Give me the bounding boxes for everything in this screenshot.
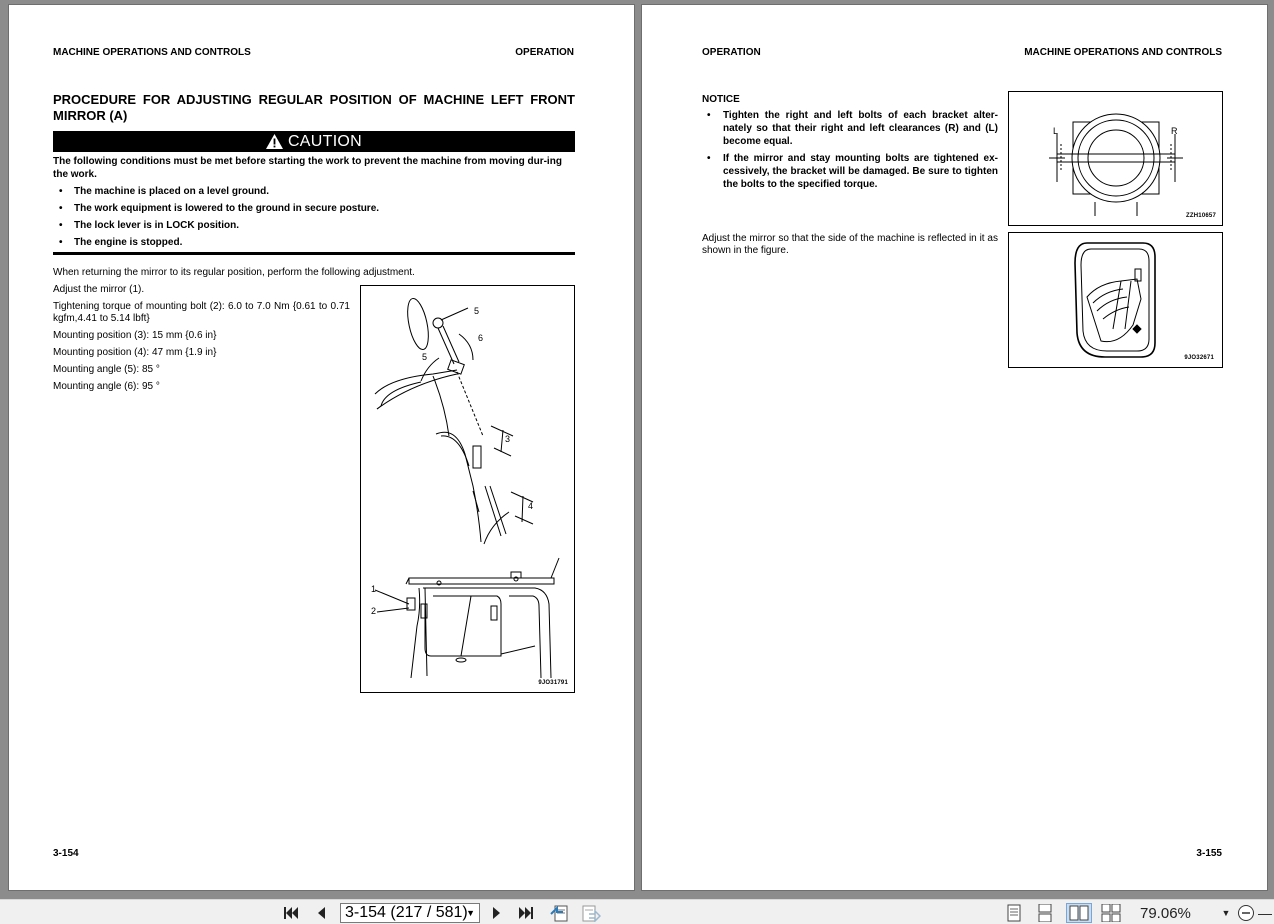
mirror-view-drawing xyxy=(1009,233,1222,367)
adjust-text: Adjust the mirror so that the side of the machine is reflected in it as shown in the figure. xyxy=(702,233,998,256)
caution-banner xyxy=(53,131,575,152)
list-item: • The work equipment is lowered to the ground in secure posture. xyxy=(53,202,575,215)
step-item: Mounting position (3): 15 mm {0.6 in} xyxy=(53,330,217,341)
page-indicator: 3-154 (217 / 581) xyxy=(345,904,468,921)
chevron-down-icon[interactable]: ▼ xyxy=(466,908,475,918)
label-2: 2 xyxy=(371,606,377,616)
zoom-slider[interactable]: — xyxy=(1258,905,1272,921)
intro-text: When returning the mirror to its regular position, perform the following adjustment. xyxy=(53,267,415,278)
last-page-icon[interactable] xyxy=(516,903,536,923)
steps-list xyxy=(53,284,350,398)
navigation-toolbar xyxy=(0,899,1274,924)
single-page-icon[interactable] xyxy=(1004,903,1024,923)
mirror-drawing xyxy=(361,286,574,692)
label-r: R xyxy=(1171,126,1178,136)
notice-list xyxy=(702,109,998,195)
continuous-facing-icon[interactable] xyxy=(1100,903,1122,923)
figure-code: ZZH10657 xyxy=(1186,213,1216,219)
zoom-value: 79.06% xyxy=(1140,904,1191,922)
right-page xyxy=(641,4,1268,891)
label-5: 5 xyxy=(422,352,428,362)
list-item: • The engine is stopped. xyxy=(53,236,575,249)
zoom-out-icon[interactable] xyxy=(1236,903,1256,923)
continuous-page-icon[interactable] xyxy=(1035,903,1055,923)
bracket-drawing xyxy=(1009,92,1222,225)
caution-list xyxy=(53,185,575,249)
previous-page-icon[interactable] xyxy=(313,903,329,923)
mirror-installation-figure xyxy=(360,285,575,693)
page-indicator-field[interactable] xyxy=(340,903,480,923)
list-item: • If the mirror and stay mounting bolts are tightened ex-cessively, the bracket will be damaged. Be sure to tighten the bolts to the specified torque. xyxy=(702,152,998,191)
label-6: 6 xyxy=(478,333,484,343)
label-5-top: 5 xyxy=(474,306,480,316)
header-left: OPERATION xyxy=(702,47,761,58)
warning-icon xyxy=(266,134,283,149)
section-title: PROCEDURE FOR ADJUSTING REGULAR POSITION OF MACHINE LEFT FRONT MIRROR (A) xyxy=(53,92,575,123)
step-item: Mounting position (4): 47 mm {1.9 in} xyxy=(53,347,217,358)
figure-code: 9JO31791 xyxy=(538,680,568,686)
list-item: • Tighten the right and left bolts of each bracket alter-nately so that their right and left clearances (R) and (L) become equal. xyxy=(702,109,998,148)
left-page xyxy=(8,4,635,891)
previous-view-icon[interactable] xyxy=(548,903,570,923)
label-4: 4 xyxy=(528,501,534,511)
notice-title: NOTICE xyxy=(702,94,740,105)
step-item: Adjust the mirror (1). xyxy=(53,284,145,295)
next-view-icon[interactable] xyxy=(580,903,602,923)
label-3: 3 xyxy=(505,434,511,444)
step-item: Tightening torque of mounting bolt (2): 6.0 to 7.0 Nm {0.61 to 0.71 kgfm,4.41 to 5.14 lbft} xyxy=(53,301,350,324)
figure-code: 9JO32671 xyxy=(1184,355,1214,361)
zoom-menu-chevron-icon[interactable]: ▼ xyxy=(1221,908,1231,918)
page-number: 3-154 xyxy=(53,848,79,859)
caution-text xyxy=(53,155,575,253)
mirror-view-figure xyxy=(1008,232,1223,368)
caution-intro: The following conditions must be met before starting the work to prevent the machine from moving dur-ing the work. xyxy=(53,156,562,180)
caution-end-rule xyxy=(53,252,575,255)
header-left: MACHINE OPERATIONS AND CONTROLS xyxy=(53,47,251,58)
label-l: L xyxy=(1053,126,1059,136)
first-page-icon[interactable] xyxy=(282,903,300,923)
list-item: • The lock lever is in LOCK position. xyxy=(53,219,575,232)
facing-page-icon[interactable] xyxy=(1066,903,1092,923)
bracket-clearance-figure xyxy=(1008,91,1223,226)
label-1: 1 xyxy=(371,584,377,594)
zoom-level[interactable] xyxy=(1140,903,1191,923)
caution-label: CAUTION xyxy=(287,132,363,150)
header-right: MACHINE OPERATIONS AND CONTROLS xyxy=(1024,47,1222,58)
step-item: Mounting angle (5): 85 ° xyxy=(53,364,160,375)
step-item: Mounting angle (6): 95 ° xyxy=(53,381,160,392)
header-right: OPERATION xyxy=(515,47,574,58)
list-item: • The machine is placed on a level ground. xyxy=(53,185,575,198)
next-page-icon[interactable] xyxy=(489,903,505,923)
page-number: 3-155 xyxy=(1196,848,1222,859)
